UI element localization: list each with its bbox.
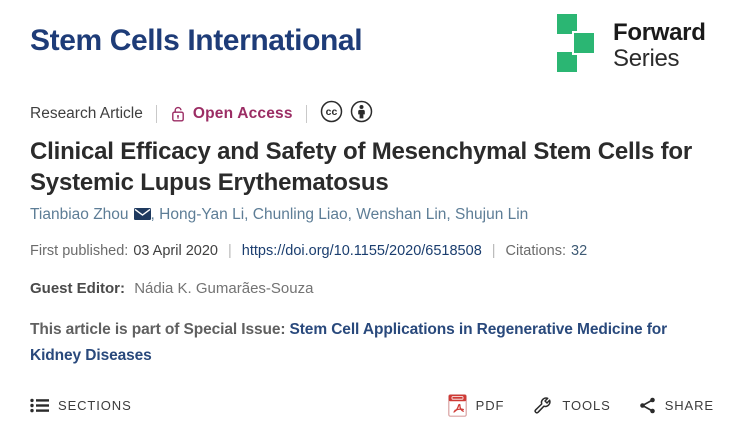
cc-by-attribution-icon xyxy=(350,100,373,128)
share-icon xyxy=(639,397,656,414)
article-type-label: Research Article xyxy=(30,105,143,122)
special-issue-prefix: This article is part of Special Issue: xyxy=(30,321,286,338)
open-access-label[interactable]: Open Access xyxy=(192,105,293,122)
citations-label: Citations: xyxy=(505,243,566,259)
pdf-label: PDF xyxy=(475,397,505,413)
first-published-date: 03 April 2020 xyxy=(133,243,218,259)
forward-series-line1: Forward xyxy=(613,19,706,46)
sections-button[interactable] xyxy=(30,398,132,413)
guest-editor-row xyxy=(30,280,313,297)
doi-link[interactable]: https://doi.org/10.1155/2020/6518508 xyxy=(241,243,482,259)
tools-label: TOOLS xyxy=(562,397,611,413)
special-issue-row xyxy=(30,317,702,369)
article-title: Clinical Efficacy and Safety of Mesenchymal Stem Cells for Systemic Lupus Erythematosus xyxy=(30,138,692,196)
divider: | xyxy=(491,243,496,259)
citations-count[interactable]: 32 xyxy=(571,243,588,259)
author-link[interactable]: Tianbiao Zhou , xyxy=(30,206,159,223)
divider: | xyxy=(227,243,232,259)
tools-button[interactable] xyxy=(532,395,610,416)
divider xyxy=(156,105,157,123)
sections-list-icon xyxy=(30,398,49,413)
author-link[interactable]: Wenshan Lin , xyxy=(356,206,455,223)
guest-editor-name: Nádia K. Gumarães-Souza xyxy=(134,280,314,297)
share-button[interactable] xyxy=(639,397,714,414)
article-meta-bar xyxy=(30,102,373,126)
author-list xyxy=(30,206,720,225)
open-access-badge xyxy=(170,105,293,123)
journal-title[interactable]: Stem Cells International xyxy=(30,24,363,57)
svg-text:cc: cc xyxy=(325,106,338,119)
first-published-label: First published: xyxy=(30,243,129,259)
guest-editor-label: Guest Editor: xyxy=(30,280,126,297)
author-link[interactable]: Shujun Lin xyxy=(455,206,529,223)
share-label: SHARE xyxy=(664,397,714,413)
open-lock-icon xyxy=(170,105,186,123)
forward-series-squares-icon xyxy=(557,12,597,74)
forward-series-logo xyxy=(557,12,706,74)
wrench-tools-icon xyxy=(532,395,553,416)
divider xyxy=(306,105,307,123)
pdf-button[interactable] xyxy=(448,394,505,417)
special-issue-link[interactable]: Stem Cell Applications in Regenerative Medicine for Kidney Diseases xyxy=(30,321,668,364)
corresponding-author-email-icon[interactable] xyxy=(134,207,151,224)
cc-icon xyxy=(320,100,343,128)
forward-series-line2: Series xyxy=(613,44,680,72)
author-link[interactable]: Chunling Liao , xyxy=(253,206,356,223)
article-toolbar xyxy=(30,392,714,418)
author-link[interactable]: Hong-Yan Li , xyxy=(159,206,253,223)
sections-label: SECTIONS xyxy=(58,397,132,413)
pdf-file-icon xyxy=(448,394,467,417)
publication-info-row xyxy=(30,243,587,259)
